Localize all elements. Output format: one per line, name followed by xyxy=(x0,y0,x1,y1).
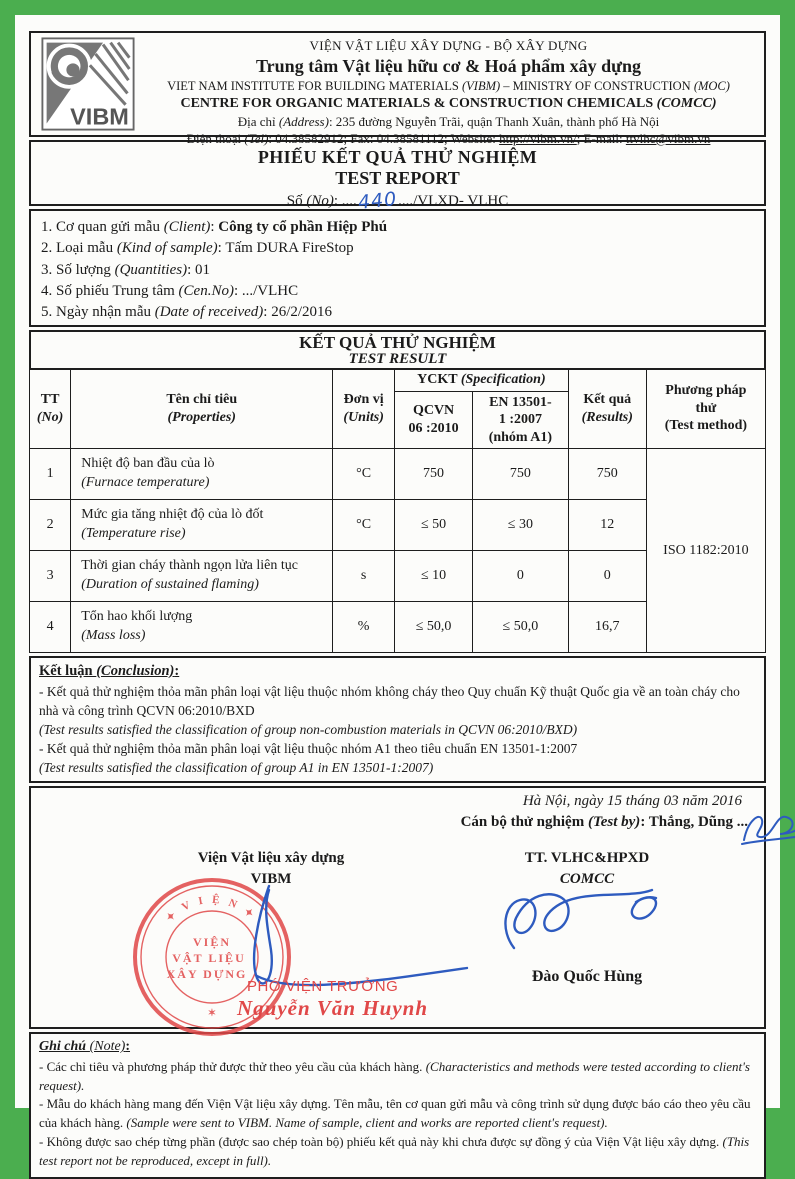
note-item-1: - Các chỉ tiêu và phương pháp thử được thử theo yêu cầu của khách hàng. (Characteristics and methods were tested according to client's request). xyxy=(39,1058,750,1093)
right-signature-ink xyxy=(486,868,696,973)
notes-label: Ghi chú (Note): xyxy=(39,1039,131,1055)
handwritten-report-number: 440 xyxy=(356,188,399,214)
place-date: Hà Nội, ngày 15 tháng 03 năm 2016 xyxy=(522,793,742,810)
address-line: Địa chỉ (Address): 235 đường Nguyễn Trãi, quận Thanh Xuân, thành phố Hà Nội xyxy=(237,113,660,129)
tested-by-line: Cán bộ thử nghiệm (Test by): Thắng, Dũng ... xyxy=(461,814,748,831)
stamp-arc-text: ✦ V I Ệ N ✦ xyxy=(163,894,259,925)
col-header-test-method: Phương pháp thử (Test method) xyxy=(646,369,765,449)
conclusion-line-1-vi: - Kết quả thử nghiệm thỏa mãn phân loại vật liệu thuộc nhóm không cháy theo Quy chuẩn Kỹ thuật Quốc gia về an toàn cháy cho nhà và công trình QCVN 06:2010/BXD xyxy=(39,683,740,718)
result-title-vi: KẾT QUẢ THỬ NGHIỆM xyxy=(299,333,496,352)
result-section-title xyxy=(29,330,766,370)
results-table xyxy=(29,368,766,653)
left-signatory-role: PHÓ VIỆN TRƯỞNG xyxy=(247,978,399,996)
table-row: 3 Thời gian cháy thành ngọn lửa liên tục (Duration of sustained flaming) s ≤ 10 0 0 xyxy=(30,551,766,602)
right-signatory-name: Đào Quốc Hùng xyxy=(531,968,643,986)
conclusion-line-2-en: (Test results satisfied the classification of group A1 in EN 13501-1:2007) xyxy=(39,760,434,776)
info-line-quantity: 3. Số lượng (Quantities): 01 xyxy=(41,261,210,278)
conclusion-line-2-vi: - Kết quả thử nghiệm thỏa mãn phân loại vật liệu thuộc nhóm A1 theo tiêu chuẩn EN 13501-1:2007 xyxy=(39,741,578,757)
conclusion-label: Kết luận (Conclusion): xyxy=(39,663,180,679)
table-header-row-1 xyxy=(30,369,766,392)
org-name-vi: Trung tâm Vật liệu hữu cơ & Hoá phẩm xây dựng xyxy=(256,56,641,77)
svg-text:✶: ✶ xyxy=(207,1008,217,1020)
info-line-date-received: 5. Ngày nhận mẫu (Date of received): 26/2/2016 xyxy=(41,304,333,321)
document-page xyxy=(15,15,780,1168)
col-header-units: Đơn vị (Units) xyxy=(333,369,395,449)
left-signatory-name: Nguyễn Văn Huynh xyxy=(237,996,429,1021)
col-header-specification: YCKT (Specification) xyxy=(395,369,569,392)
stamp-center-line-2: VẬT LIỆU xyxy=(172,951,246,966)
note-item-2: - Mẫu do khách hàng mang đến Viện Vật liệu xây dựng. Tên mẫu, tên cơ quan gửi mẫu và công trình sử dụng được báo cáo theo yêu cầu của khách hàng. (Sample were sent to VIBM. Name of sample, client and works are reported client's request). xyxy=(39,1096,751,1131)
org-name-en1: VIET NAM INSTITUTE FOR BUILDING MATERIALS (VIBM) – MINISTRY OF CONSTRUCTION (MOC) xyxy=(167,78,730,93)
org-name-en2: CENTRE FOR ORGANIC MATERIALS & CONSTRUCTION CHEMICALS (COMCC) xyxy=(180,96,717,112)
col-header-properties: Tên chỉ tiêu (Properties) xyxy=(71,369,333,449)
contact-line: Điện thoại (Tel): 04.38582912; Fax: 04.38581112; Website: http://vibm.vn/; E-mail: ttvlhc@vibm.vn xyxy=(186,131,711,147)
test-method-cell: ISO 1182:2010 xyxy=(646,449,765,653)
table-row: 2 Mức gia tăng nhiệt độ của lò đốt (Temperature rise) °C ≤ 50 ≤ 30 12 xyxy=(30,500,766,551)
letterhead xyxy=(29,31,766,147)
email-link: ttvlhc@vibm.vn xyxy=(625,131,711,147)
signature-block xyxy=(29,786,766,1029)
info-line-center-no: 4. Số phiếu Trung tâm (Cen.No): .../VLHC xyxy=(41,282,299,299)
table-row: 1 Nhiệt độ ban đầu của lò (Furnace temperature) °C 750 750 750 ISO 1182:2010 xyxy=(30,449,766,500)
report-title-block xyxy=(29,140,766,214)
website-link: http://vibm.vn/ xyxy=(499,131,577,147)
notes-block xyxy=(29,1032,766,1178)
vibm-logo xyxy=(37,37,139,131)
letterhead-text xyxy=(139,37,758,147)
conclusion-block xyxy=(29,656,766,783)
note-item-3: - Không được sao chép từng phần (được sao chép toàn bộ) phiếu kết quả này khi chưa được sự đồng ý của Viện Vật liệu xây dựng. (This test report not be reproduced, except in full). xyxy=(39,1134,750,1168)
logo-text: VIBM xyxy=(70,103,129,130)
stamp-center-line-1: VIỆN xyxy=(192,935,232,950)
info-line-client: 1. Cơ quan gửi mẫu (Client): Công ty cổ phần Hiệp Phú xyxy=(41,219,388,235)
org-name-parent: VIỆN VẬT LIỆU XÂY DỰNG - BỘ XÂY DỰNG xyxy=(309,38,588,53)
result-title-en: TEST RESULT xyxy=(348,351,447,367)
report-title-en: TEST REPORT xyxy=(335,168,460,188)
info-line-sample: 2. Loại mẫu (Kind of sample): Tấm DURA FireStop xyxy=(41,240,354,257)
report-title-vi: PHIẾU KẾT QUẢ THỬ NGHIỆM xyxy=(257,147,538,167)
right-signatory-titles: TT. VLHC&HPXD COMCC xyxy=(524,850,650,887)
table-row: 4 Tổn hao khối lượng (Mass loss) % ≤ 50,0 ≤ 50,0 16,7 xyxy=(30,602,766,653)
col-header-en13501: EN 13501- 1 :2007 (nhóm A1) xyxy=(473,391,569,449)
col-header-no: TT (No) xyxy=(30,369,71,449)
tester-signature-ink xyxy=(736,806,795,850)
conclusion-line-1-en: (Test results satisfied the classification of group non-combustion materials in QCVN 06:2010/BXD) xyxy=(39,721,578,737)
stamp-center-line-3: XÂY DỰNG xyxy=(166,967,248,982)
sample-info-block xyxy=(29,209,766,327)
col-header-results: Kết quả (Results) xyxy=(568,369,646,449)
left-signatory-titles: Viện Vật liệu xây dựng VIBM xyxy=(197,850,345,887)
report-number-line: Số (No): ....440..../VLXD- VLHC xyxy=(286,188,509,214)
col-header-qcvn: QCVN 06 :2010 xyxy=(395,391,473,449)
vibm-logo-graphic xyxy=(41,37,135,131)
logo-swirl-icon xyxy=(48,45,91,88)
